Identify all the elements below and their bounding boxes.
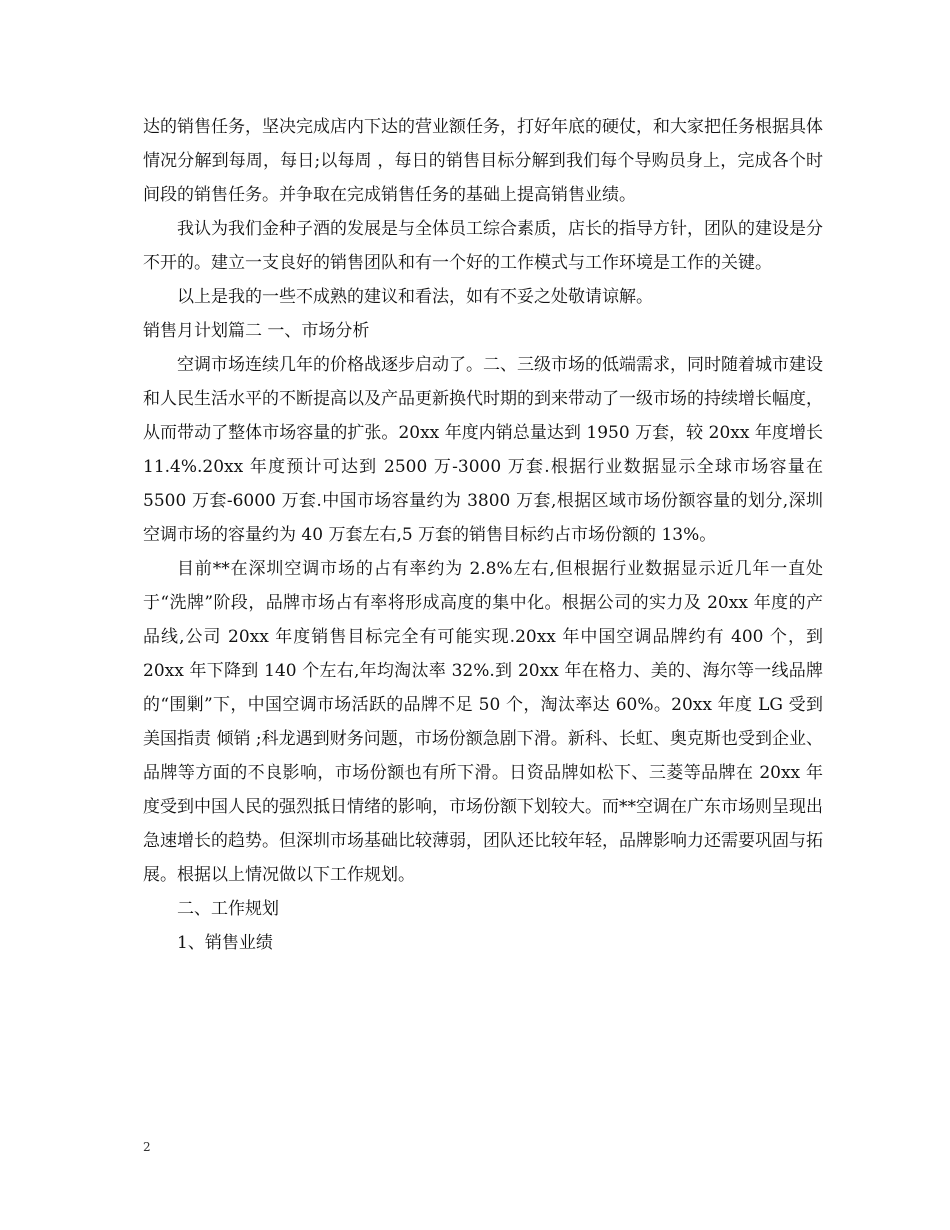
paragraph-market-capacity: 空调市场连续几年的价格战逐步启动了。二、三级市场的低端需求，同时随着城市建设和人民生活水平的不断提高以及产品更新换代时期的到来带动了一级市场的持续增长幅度，从而带动了整体市场容量的扩张。20xx 年度内销总量达到 1950 万套，较 20xx 年度增长 11.4%.20xx 年度预计可达到 2500 万-3000 万套.根据行业数据显示全球市场容量在 5500 万套-6000 万套.中国市场容量约为 3800 万套,根据区域市场份额容量的划分,深圳空调市场的容量约为 40 万套左右,5 万套的销售目标约占市场份额的 13%。	[143, 355, 823, 545]
section-heading-plan-two-market-analysis: 销售月计划篇二 一、市场分析	[143, 321, 370, 341]
paragraph-closing-remark: 以上是我的一些不成熟的建议和看法，如有不妥之处敬请谅解。	[177, 287, 653, 307]
paragraph-sales-task-continuation: 达的销售任务，坚决完成店内下达的营业额任务，打好年底的硬仗，和大家把任务根据具体情况分解到每周，每日;以每周 ，每日的销售目标分解到我们每个导购员身上，完成各个时间段的销售任务。并争取在完成销售任务的基础上提高销售业绩。	[143, 117, 823, 205]
paragraph-market-share: 目前**在深圳空调市场的占有率约为 2.8%左右,但根据行业数据显示近几年一直处于“洗牌”阶段，品牌市场占有率将形成高度的集中化。根据公司的实力及 20xx 年度的产品线,公司 20xx 年度销售目标完全有可能实现.20xx 年中国空调品牌约有 400 个，到 20xx 年下降到 140 个左右,年均淘汰率 32%.到 20xx 年在格力、美的、海尔等一线品牌的“围剿”下，中国空调市场活跃的品牌不足 50 个，淘汰率达 60%。20xx 年度 LG 受到美国指责 倾销 ;科龙遇到财务问题，市场份额急剧下滑。新科、长虹、奥克斯也受到企业、品牌等方面的不良影响，市场份额也有所下滑。日资品牌如松下、三菱等品牌在 20xx 年度受到中国人民的强烈抵日情绪的影响，市场份额下划较大。而**空调在广东市场则呈现出急速增长的趋势。但深圳市场基础比较薄弱，团队还比较年轻，品牌影响力还需要巩固与拓展。根据以上情况做以下工作规划。	[143, 559, 823, 885]
paragraph-team-building: 我认为我们金种子酒的发展是与全体员工综合素质，店长的指导方针，团队的建设是分不开的。建立一支良好的销售团队和有一个好的工作模式与工作环境是工作的关键。	[143, 219, 823, 273]
document-body	[143, 110, 823, 960]
page-number: 2	[143, 1140, 151, 1154]
subheading-sales-performance: 1、销售业绩	[177, 933, 273, 953]
section-heading-work-plan: 二、工作规划	[177, 899, 279, 919]
